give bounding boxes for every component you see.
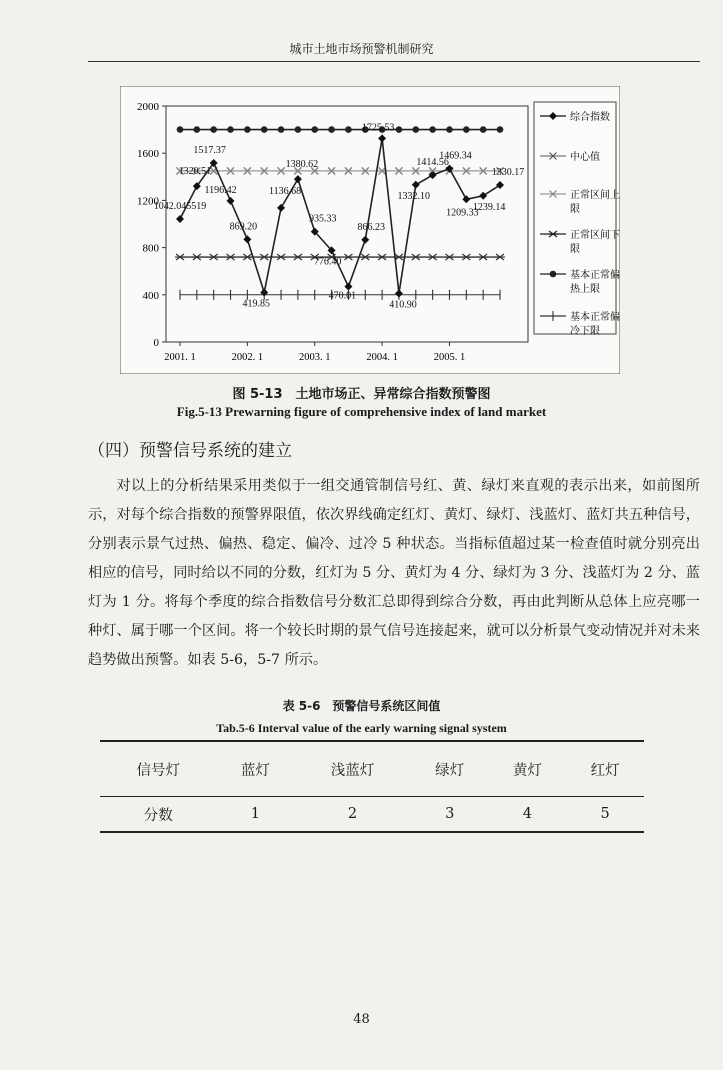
header-cell-red: 红灯	[566, 741, 644, 797]
legend-label-continued: 冷下限	[570, 326, 600, 337]
reference-point	[311, 126, 318, 133]
score-cell-blue: 1	[217, 797, 295, 833]
score-cell-red: 5	[566, 797, 644, 833]
legend-box	[534, 102, 616, 334]
y-tick-label: 1600	[137, 148, 159, 161]
x-tick-label: 2004. 1	[366, 352, 398, 363]
y-tick-label: 2000	[137, 101, 159, 113]
reference-point	[261, 126, 268, 133]
header-cell-yellow: 黄灯	[489, 741, 567, 797]
legend-label-continued: 热上限	[570, 284, 600, 295]
x-tick-label: 2001. 1	[164, 352, 196, 363]
legend-swatch-marker	[550, 271, 557, 278]
y-tick-label: 800	[142, 242, 159, 255]
reference-point	[278, 126, 285, 133]
chart-svg	[120, 86, 620, 374]
reference-point	[480, 126, 487, 133]
data-label: 1042.045519	[153, 201, 207, 213]
data-label: 1320.51	[178, 166, 212, 178]
data-label: 1239.14	[472, 201, 506, 213]
reference-point	[227, 126, 234, 133]
legend-label: 正常区间上	[570, 190, 620, 201]
data-label: 419.85	[242, 298, 270, 310]
legend-label-continued: 限	[570, 204, 580, 215]
score-cell-green: 3	[411, 797, 489, 833]
data-label: 410.90	[389, 299, 417, 311]
data-label: 1209.33	[446, 207, 479, 219]
score-cell-yellow: 4	[489, 797, 567, 833]
data-label: 470.01	[328, 290, 357, 302]
header-rule	[88, 61, 700, 62]
score-cell-light-blue: 2	[294, 797, 411, 833]
legend-label: 基本正常偏	[570, 312, 620, 323]
data-label: 776.40	[313, 256, 342, 268]
signal-interval-table	[100, 740, 644, 833]
data-label: 1136.68	[268, 185, 302, 197]
legend-label: 综合指数	[570, 112, 610, 123]
header-cell-green: 绿灯	[411, 741, 489, 797]
x-tick-label: 2003. 1	[298, 352, 331, 363]
score-cell-label: 分数	[100, 797, 217, 833]
comprehensive-index-chart	[120, 86, 620, 374]
data-label: 1725.53	[361, 122, 395, 134]
reference-point	[463, 126, 470, 133]
data-label: 1380.62	[285, 159, 319, 171]
data-label: 1469.34	[439, 150, 472, 162]
table-caption-en: Tab.5-6 Interval value of the early warning signal system	[216, 721, 507, 735]
data-label: 1517.37	[193, 144, 226, 156]
x-tick-label: 2002. 1	[231, 352, 264, 363]
data-label: 935.33	[308, 213, 337, 225]
data-label: 1414.56	[416, 157, 449, 169]
legend-label: 基本正常偏	[570, 270, 620, 281]
legend-label: 正常区间下	[570, 230, 620, 241]
reference-point	[328, 126, 335, 133]
header-cell-signal: 信号灯	[100, 741, 217, 797]
y-tick-label: 400	[142, 289, 159, 302]
legend-label-continued: 限	[570, 244, 580, 255]
reference-point	[412, 126, 419, 133]
table-score-row	[100, 797, 644, 833]
table-header-row	[100, 741, 644, 797]
reference-point	[429, 126, 436, 133]
header-cell-light-blue: 浅蓝灯	[294, 741, 411, 797]
data-label: 1332.10	[397, 190, 431, 202]
figure-caption-cn: 图 5-13 土地市场正、异常综合指数预警图	[232, 387, 491, 402]
reference-point	[177, 126, 184, 133]
x-tick-label: 2005. 1	[433, 352, 466, 363]
reference-point	[295, 126, 302, 133]
data-label: 869.20	[229, 221, 258, 233]
data-label: 866.23	[357, 221, 386, 233]
table-caption-cn: 表 5-6 预警信号系统区间值	[282, 699, 441, 713]
body-paragraph: 对以上的分析结果采用类似于一组交通管制信号红、黄、绿灯来直观的表示出来，如前图所示，对每个综合指数的预警界限值，依次界线确定红灯、黄灯、绿灯、浅蓝灯、蓝灯共五种信号，分别表示景气过热、偏热、稳定、偏冷、过冷 5 种状态。当指标值超过某一检查值时就分别亮出相应的信号，同时给以不同的分数，红灯为 5 分、黄灯为 4 分、绿灯为 3 分、浅蓝灯为 2 分、蓝灯为 1 分。将每个季度的综合指数信号分数汇总即得到综合分数，再由此判断从总体上应亮哪一种灯、属于哪一个区间。将一个较长时期的景气信号连接起来，就可以分析景气变动情况并对未来趋势做出预警。如表 5-6，5-7 所示。	[88, 478, 700, 668]
page-number: 48	[353, 1012, 370, 1027]
y-tick-label: 1200	[137, 195, 159, 208]
data-label: 1196.42	[204, 184, 237, 196]
data-label: 1330.17	[491, 167, 525, 179]
section-heading: （四）预警信号系统的建立	[88, 441, 292, 461]
legend-label: 中心值	[570, 152, 600, 163]
reference-point	[396, 126, 403, 133]
reference-point	[446, 126, 453, 133]
header-cell-blue: 蓝灯	[217, 741, 295, 797]
figure-caption-en: Fig.5-13 Prewarning figure of comprehensive index of land market	[176, 404, 547, 419]
reference-point	[497, 126, 504, 133]
running-title: 城市土地市场预警机制研究	[289, 42, 434, 56]
reference-point	[194, 126, 201, 133]
y-tick-label: 0	[153, 337, 159, 349]
reference-point	[244, 126, 251, 133]
reference-point	[210, 126, 217, 133]
reference-point	[345, 126, 352, 133]
